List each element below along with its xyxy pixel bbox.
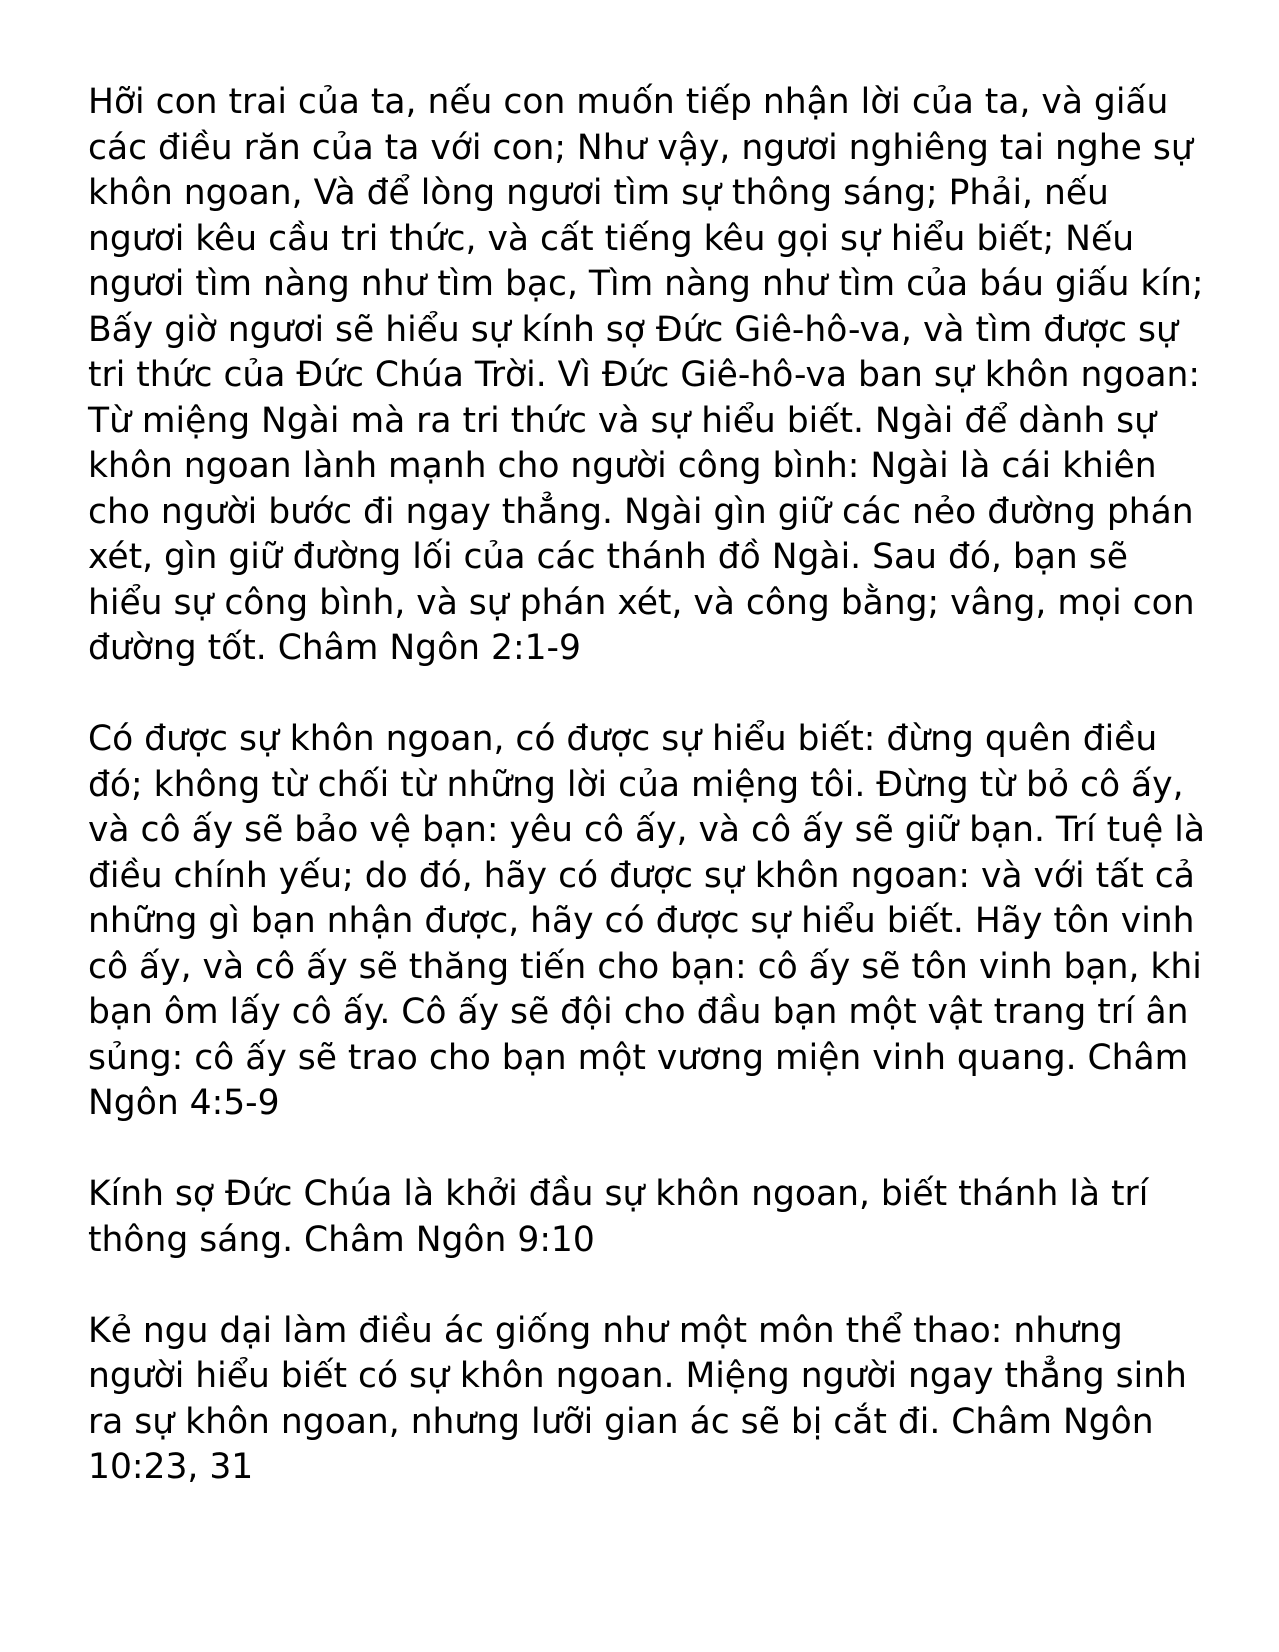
document-page xyxy=(88,80,1208,1491)
paragraph-proverbs-2: Hỡi con trai của ta, nếu con muốn tiếp nhận lời của ta, và giấu các điều răn của ta với con; Như vậy, ngươi nghiêng tai nghe sự khôn ngoan, Và để lòng ngươi tìm sự thông sáng; Phải, nếu ngươi kêu cầu tri thức, và cất tiếng kêu gọi sự hiểu biết; Nếu ngươi tìm nàng như tìm bạc, Tìm nàng như tìm của báu giấu kín; Bấy giờ ngươi sẽ hiểu sự kính sợ Đức Giê-hô-va, và tìm được sự tri thức của Đức Chúa Trời. Vì Đức Giê-hô-va ban sự khôn ngoan: Từ miệng Ngài mà ra tri thức và sự hiểu biết. Ngài để dành sự khôn ngoan lành mạnh cho người công bình: Ngài là cái khiên cho người bước đi ngay thẳng. Ngài gìn giữ các nẻo đường phán xét, gìn giữ đường lối của các thánh đồ Ngài. Sau đó, bạn sẽ hiểu sự công bình, và sự phán xét, và công bằng; vâng, mọi con đường tốt. Châm Ngôn 2:1-9 xyxy=(88,82,1204,668)
paragraph-proverbs-10: Kẻ ngu dại làm điều ác giống như một môn thể thao: nhưng người hiểu biết có sự khôn ngoan. Miệng người ngay thẳng sinh ra sự khôn ngoan, nhưng lưỡi gian ác sẽ bị cắt đi. Châm Ngôn 10:23, 31 xyxy=(88,1310,1187,1487)
paragraph-proverbs-9: Kính sợ Đức Chúa là khởi đầu sự khôn ngoan, biết thánh là trí thông sáng. Châm Ngôn 9:10 xyxy=(88,1174,1149,1260)
paragraph-proverbs-4: Có được sự khôn ngoan, có được sự hiểu biết: đừng quên điều đó; không từ chối từ những lời của miệng tôi. Đừng từ bỏ cô ấy, và cô ấy sẽ bảo vệ bạn: yêu cô ấy, và cô ấy sẽ giữ bạn. Trí tuệ là điều chính yếu; do đó, hãy có được sự khôn ngoan: và với tất cả những gì bạn nhận được, hãy có được sự hiểu biết. Hãy tôn vinh cô ấy, và cô ấy sẽ thăng tiến cho bạn: cô ấy sẽ tôn vinh bạn, khi bạn ôm lấy cô ấy. Cô ấy sẽ đội cho đầu bạn một vật trang trí ân sủng: cô ấy sẽ trao cho bạn một vương miện vinh quang. Châm Ngôn 4:5-9 xyxy=(88,719,1205,1123)
